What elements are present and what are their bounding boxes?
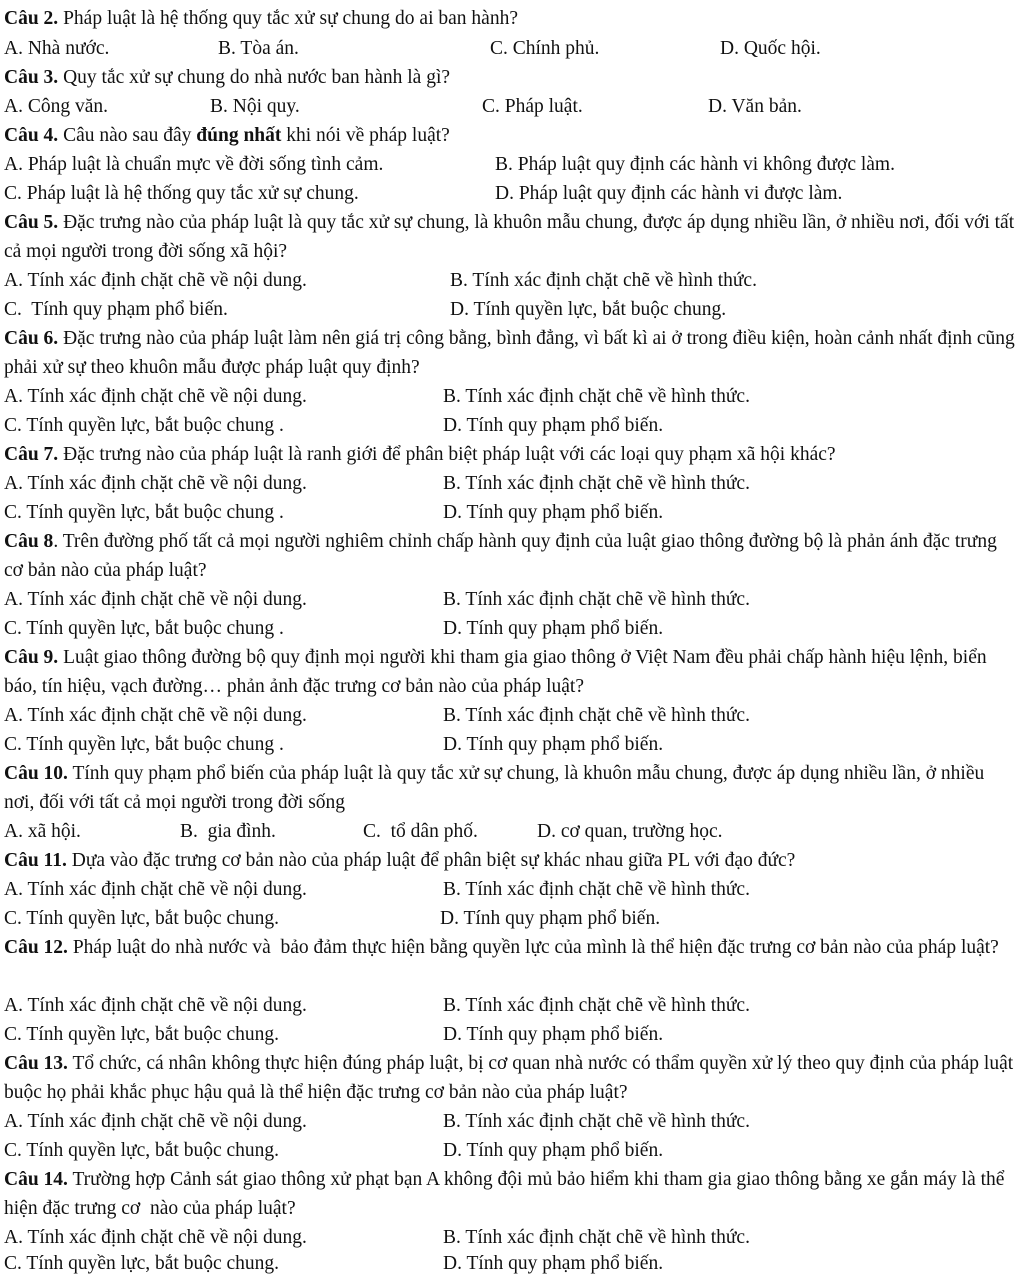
question-text: Pháp luật là hệ thống quy tắc xử sự chung do ai ban hành? (58, 8, 518, 29)
question-number: Câu 7. (4, 444, 59, 465)
question-number: Câu 10. (4, 763, 68, 784)
option-b: B. Tòa án. (218, 38, 299, 59)
question-7 (4, 440, 1018, 469)
option-d: D. cơ quan, trường học. (537, 821, 723, 842)
option-c: C. Tính quyền lực, bắt buộc chung. (4, 1024, 280, 1045)
question-number: Câu 13. (4, 1053, 68, 1074)
option-b: B. gia đình. (180, 821, 276, 842)
option-c: C. Pháp luật. (482, 96, 583, 117)
options-9-row2 (0, 730, 1024, 759)
option-b: B. Tính xác định chặt chẽ về hình thức. (443, 589, 750, 610)
question-text: Tổ chức, cá nhân không thực hiện đúng pháp luật, bị cơ quan nhà nước có thẩm quyền xử lý theo quy định của pháp luật buộc họ phải khắc phục hậu quả là thể hiện đặc trưng cơ bản nào của pháp luật? (4, 1053, 1014, 1103)
option-c: C. tổ dân phố. (363, 821, 478, 842)
options-13-row2 (0, 1136, 1024, 1165)
option-a: A. Tính xác định chặt chẽ về nội dung. (4, 995, 307, 1016)
question-text: . Trên đường phố tất cả mọi người nghiêm chỉnh chấp hành quy định của luật giao thông đường bộ là phản ánh đặc trưng cơ bản nào của pháp luật? (4, 531, 997, 581)
question-2 (4, 4, 1018, 33)
question-6 (4, 324, 1018, 382)
question-number: Câu 2. (4, 8, 59, 29)
question-number: Câu 8 (4, 531, 54, 552)
option-a: A. Tính xác định chặt chẽ về nội dung. (4, 1227, 307, 1248)
option-d: D. Pháp luật quy định các hành vi được làm. (495, 183, 843, 204)
option-d: D. Tính quy phạm phổ biến. (443, 734, 664, 755)
options-8-row2 (0, 614, 1024, 643)
question-number: Câu 11. (4, 850, 67, 871)
option-b: B. Tính xác định chặt chẽ về hình thức. (443, 995, 750, 1016)
options-10 (0, 817, 1024, 846)
option-d: D. Tính quyền lực, bắt buộc chung. (450, 299, 727, 320)
question-9 (4, 643, 1018, 701)
option-d: D. Tính quy phạm phổ biến. (443, 1253, 664, 1274)
options-4-row2 (0, 179, 1024, 208)
options-7-row2 (0, 498, 1024, 527)
question-text: Quy tắc xử sự chung do nhà nước ban hành là gì? (58, 67, 451, 88)
option-c: C. Tính quyền lực, bắt buộc chung . (4, 618, 284, 639)
options-5-row1 (0, 266, 1024, 295)
option-b: B. Pháp luật quy định các hành vi không được làm. (495, 154, 895, 175)
option-d: D. Tính quy phạm phổ biến. (443, 502, 664, 523)
option-a: A. Công văn. (4, 96, 108, 117)
options-14-row1 (0, 1223, 1024, 1252)
option-b: B. Tính xác định chặt chẽ về hình thức. (450, 270, 757, 291)
option-a: A. xã hội. (4, 821, 81, 842)
option-a: A. Tính xác định chặt chẽ về nội dung. (4, 879, 307, 900)
question-number: Câu 5. (4, 212, 59, 233)
option-c: C. Tính quyền lực, bắt buộc chung. (4, 1140, 280, 1161)
option-a: A. Tính xác định chặt chẽ về nội dung. (4, 705, 307, 726)
question-8 (4, 527, 1018, 585)
options-11-row2 (0, 904, 1024, 933)
option-a: A. Tính xác định chặt chẽ về nội dung. (4, 589, 307, 610)
option-c: C. Tính quyền lực, bắt buộc chung. (4, 908, 280, 929)
question-text-end: khi nói về pháp luật? (281, 125, 450, 146)
option-d: D. Văn bản. (708, 96, 802, 117)
option-d: D. Tính quy phạm phổ biến. (443, 1024, 664, 1045)
option-a: A. Tính xác định chặt chẽ về nội dung. (4, 1111, 307, 1132)
option-c: C. Tính quyền lực, bắt buộc chung . (4, 415, 284, 436)
options-5-row2 (0, 295, 1024, 324)
question-12 (4, 933, 1018, 962)
option-a: A. Pháp luật là chuẩn mực về đời sống tình cảm. (4, 154, 384, 175)
options-6-row2 (0, 411, 1024, 440)
option-b: B. Tính xác định chặt chẽ về hình thức. (443, 879, 750, 900)
option-a: A. Tính xác định chặt chẽ về nội dung. (4, 270, 307, 291)
question-number: Câu 12. (4, 937, 68, 958)
emphasis-text: đúng nhất (196, 125, 282, 146)
question-text: Tính quy phạm phổ biến của pháp luật là quy tắc xử sự chung, là khuôn mẫu chung, được áp dụng nhiều lần, ở nhiều nơi, đối với tất cả mọi người trong đời sống (4, 763, 985, 813)
question-number: Câu 14. (4, 1169, 68, 1190)
question-4 (4, 121, 1018, 150)
question-10 (4, 759, 1018, 817)
option-a: A. Nhà nước. (4, 38, 110, 59)
question-number: Câu 3. (4, 67, 59, 88)
question-text: Câu nào sau đây (58, 125, 197, 146)
option-d: D. Tính quy phạm phổ biến. (443, 415, 664, 436)
options-8-row1 (0, 585, 1024, 614)
option-b: B. Tính xác định chặt chẽ về hình thức. (443, 473, 750, 494)
option-a: A. Tính xác định chặt chẽ về nội dung. (4, 473, 307, 494)
option-d: D. Tính quy phạm phổ biến. (440, 908, 661, 929)
option-b: B. Tính xác định chặt chẽ về hình thức. (443, 386, 750, 407)
option-c: C. Chính phủ. (490, 38, 600, 59)
option-c: C. Tính quyền lực, bắt buộc chung . (4, 502, 284, 523)
options-12-row1 (0, 991, 1024, 1020)
question-14 (4, 1165, 1018, 1223)
question-text: Đặc trưng nào của pháp luật làm nên giá trị công bằng, bình đẳng, vì bất kì ai ở trong điều kiện, hoàn cảnh nhất định cũng phải xử sự theo khuôn mẫu được pháp luật quy định? (4, 328, 1015, 378)
options-9-row1 (0, 701, 1024, 730)
options-12-row2 (0, 1020, 1024, 1049)
options-6-row1 (0, 382, 1024, 411)
options-13-row1 (0, 1107, 1024, 1136)
options-7-row1 (0, 469, 1024, 498)
option-b: B. Nội quy. (210, 96, 300, 117)
question-text: Đặc trưng nào của pháp luật là quy tắc xử sự chung, là khuôn mẫu chung, được áp dụng nhiều lần, ở nhiều nơi, đối với tất cả mọi người trong đời sống xã hội? (4, 212, 1015, 262)
question-13 (4, 1049, 1018, 1107)
option-d: D. Tính quy phạm phổ biến. (443, 618, 664, 639)
options-3 (0, 92, 1024, 121)
question-11 (4, 846, 1018, 875)
option-c: C. Pháp luật là hệ thống quy tắc xử sự chung. (4, 183, 359, 204)
question-number: Câu 6. (4, 328, 59, 349)
option-c: C. Tính quy phạm phổ biến. (4, 299, 228, 320)
options-11-row1 (0, 875, 1024, 904)
option-d: D. Tính quy phạm phổ biến. (443, 1140, 664, 1161)
question-5 (4, 208, 1018, 266)
question-text: Luật giao thông đường bộ quy định mọi người khi tham gia giao thông ở Việt Nam đều phải chấp hành hiệu lệnh, biển báo, tín hiệu, vạch đường… phản ảnh đặc trưng cơ bản nào của pháp luật? (4, 647, 987, 697)
option-c: C. Tính quyền lực, bắt buộc chung . (4, 734, 284, 755)
option-d: D. Quốc hội. (720, 38, 821, 59)
question-text: Dựa vào đặc trưng cơ bản nào của pháp luật để phân biệt sự khác nhau giữa PL với đạo đức? (66, 850, 796, 871)
option-a: A. Tính xác định chặt chẽ về nội dung. (4, 386, 307, 407)
option-c: C. Tính quyền lực, bắt buộc chung. (4, 1253, 280, 1274)
question-number: Câu 9. (4, 647, 59, 668)
options-4-row1 (0, 150, 1024, 179)
options-14-row2 (0, 1249, 1024, 1278)
question-text: Đặc trưng nào của pháp luật là ranh giới để phân biệt pháp luật với các loại quy phạm xã hội khác? (58, 444, 836, 465)
option-b: B. Tính xác định chặt chẽ về hình thức. (443, 1227, 750, 1248)
question-3 (4, 63, 1018, 92)
question-text: Pháp luật do nhà nước và bảo đảm thực hiện bằng quyền lực của mình là thể hiện đặc trưng cơ bản nào của pháp luật? (67, 937, 999, 958)
options-2 (0, 34, 1024, 63)
option-b: B. Tính xác định chặt chẽ về hình thức. (443, 705, 750, 726)
question-text: Trường hợp Cảnh sát giao thông xử phạt bạn A không đội mủ bảo hiểm khi tham gia giao thông bằng xe gắn máy là thể hiện đặc trưng cơ nào của pháp luật? (4, 1169, 1010, 1219)
option-b: B. Tính xác định chặt chẽ về hình thức. (443, 1111, 750, 1132)
question-number: Câu 4. (4, 125, 59, 146)
